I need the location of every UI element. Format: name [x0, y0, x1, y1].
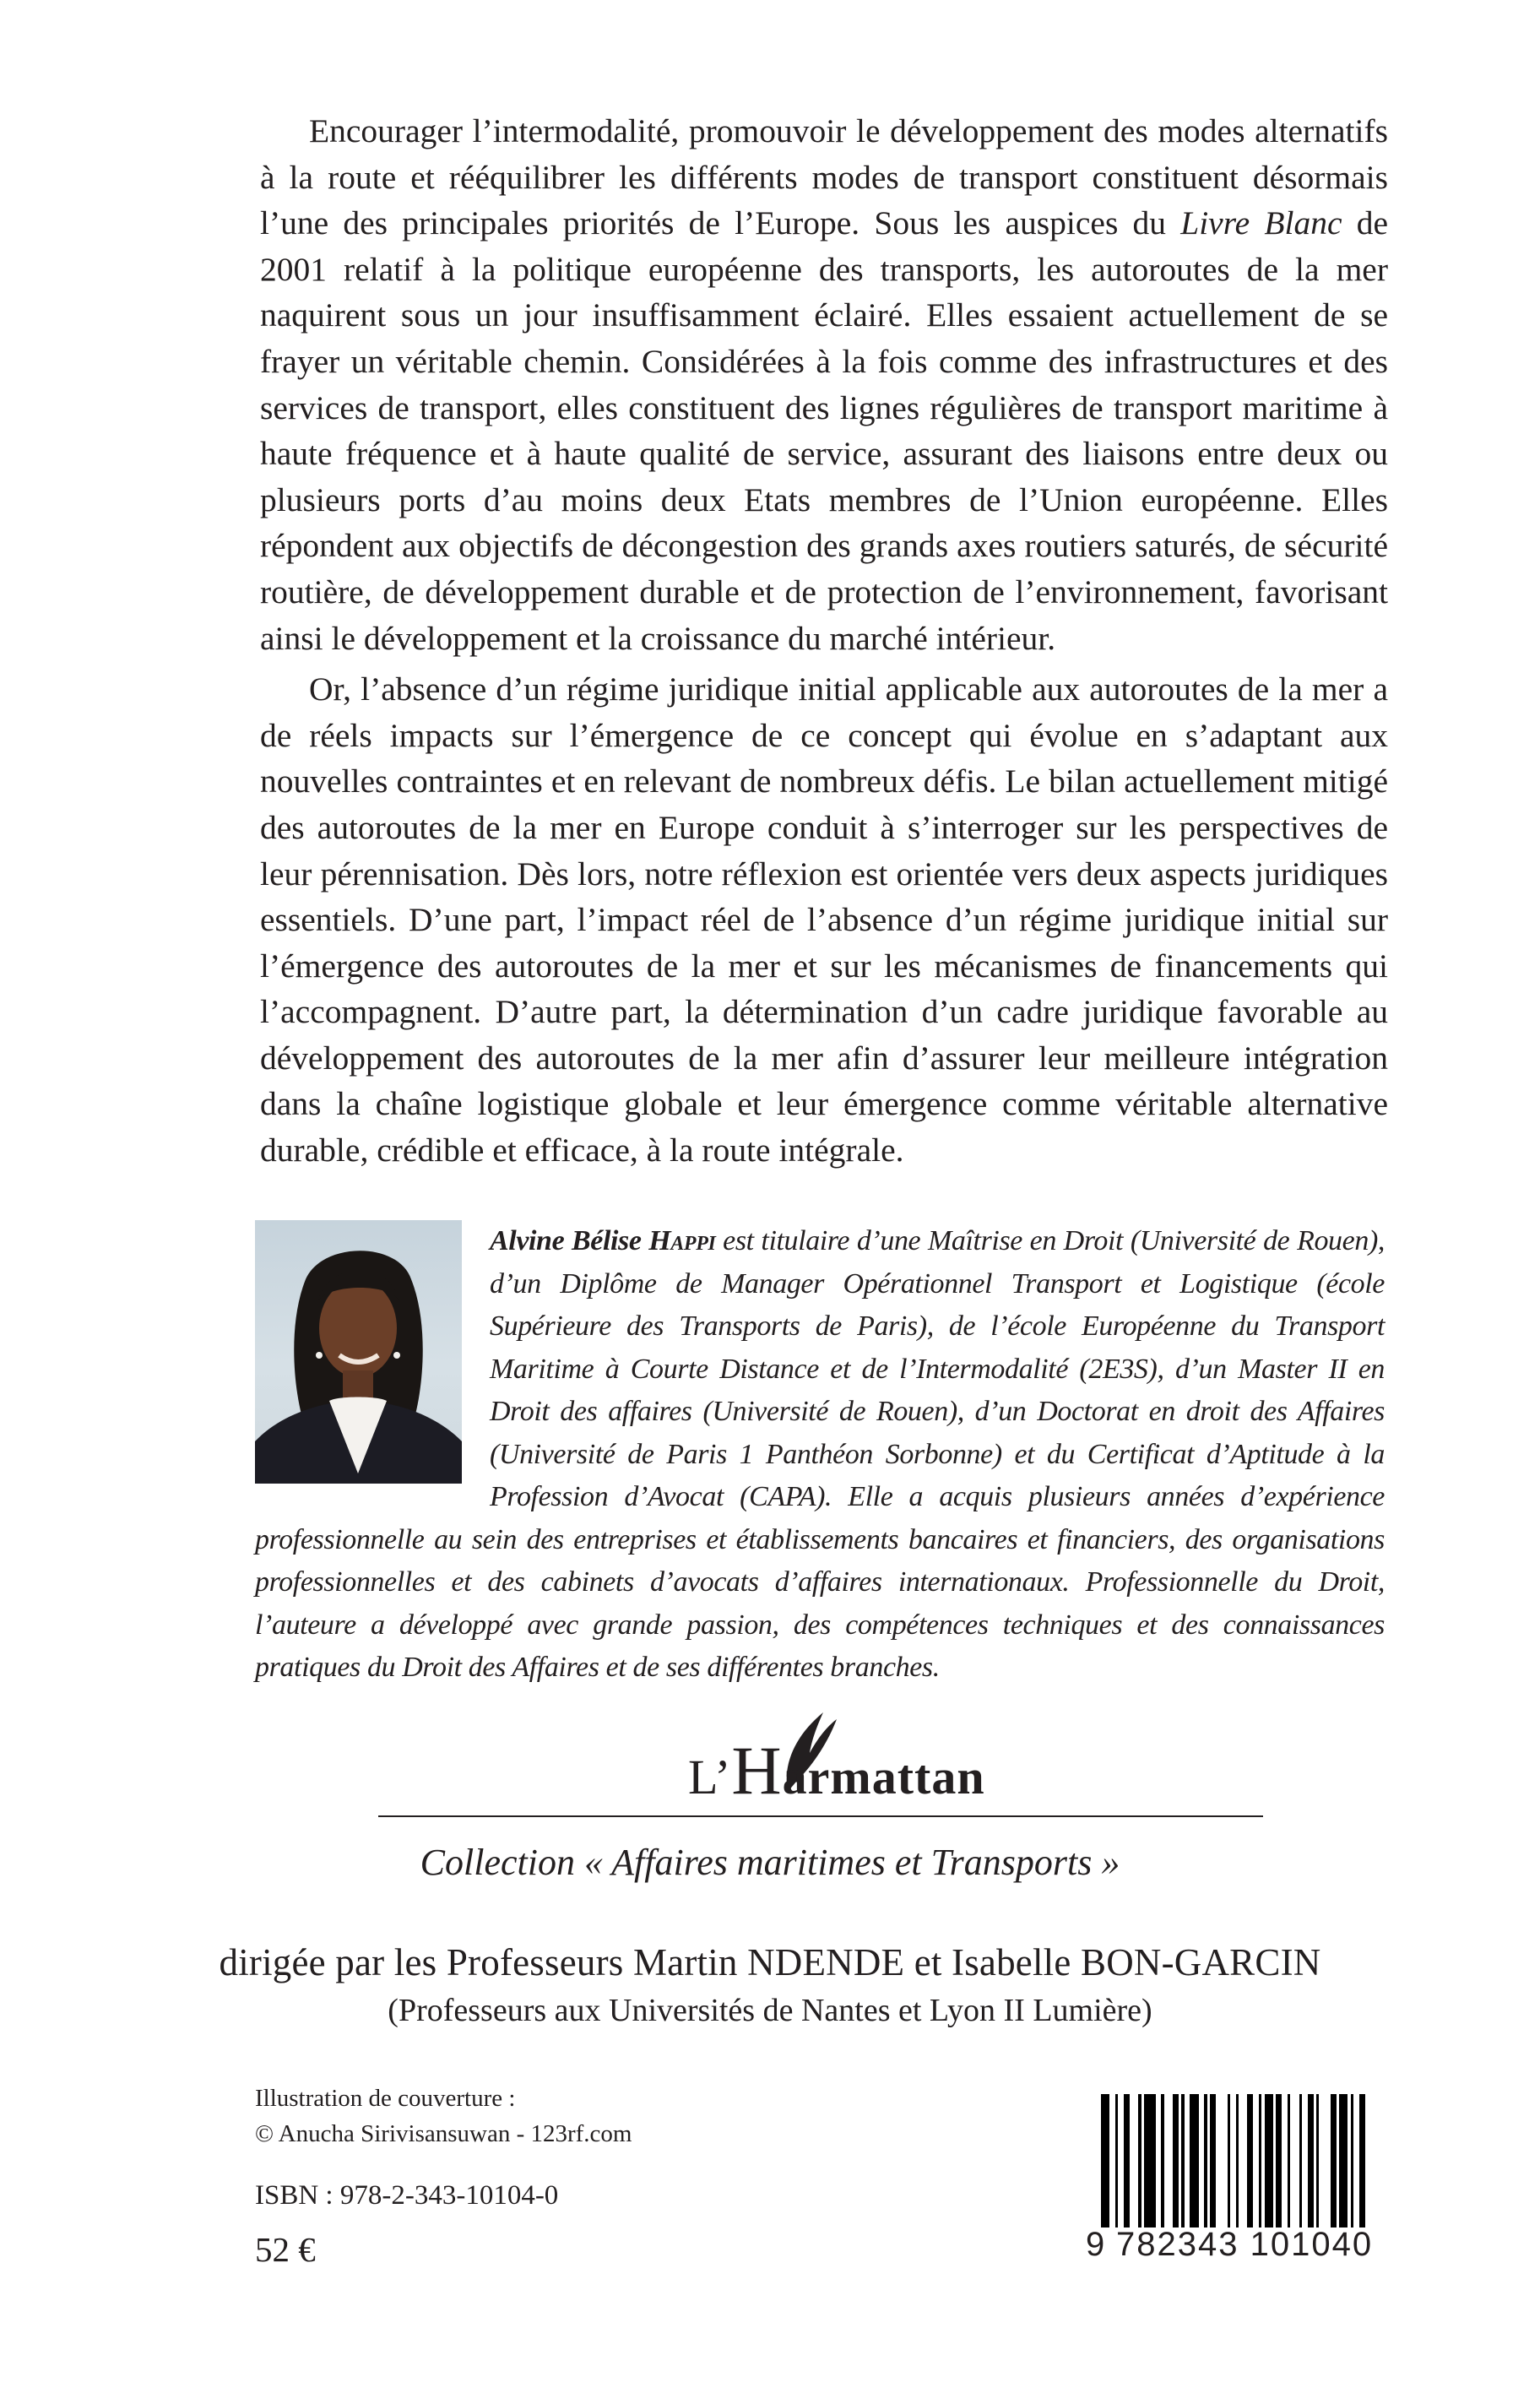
cover-credit	[255, 2081, 632, 2152]
author-name: Alvine Bélise Happi	[490, 1225, 716, 1256]
price: 52 €	[255, 2230, 316, 2269]
publisher-logo	[688, 1704, 985, 1809]
barcode-bar	[1288, 2094, 1290, 2227]
barcode-bar	[1115, 2094, 1118, 2227]
barcode-bar	[1351, 2094, 1353, 2227]
author-bio-text: est titulaire d’une Maîtrise en Droit (Université de Rouen), d’un Diplôme de Manager Opérationnel Transport et Logistique (école Supérieure des Transports de Paris), de l’école Européenne du Transport Maritime à Courte Distance et de l’Intermodalité (2E3S), d’un Master II en Droit des affaires (Université de Rouen), d’un Doctorat en droit des Affaires (Université de Paris 1 Panthéon Sorbonne) et du Certificat d’Aptitude à la Profession d’Avocat (CAPA). Elle a acquis plusieurs années d’expérience professionnelle au sein des entreprises et établissements bancaires et financiers, des organisations professionnelles et des cabinets d’avocats d’affaires internationaux. Professionnelle du Droit, l’auteure a développé avec grande passion, des compétences techniques et des connaissances pratiques du Droit des Affaires et de ses différentes branches.	[255, 1225, 1385, 1683]
barcode-bar	[1204, 2094, 1207, 2227]
barcode-bar	[1101, 2094, 1109, 2227]
author-biography	[255, 1220, 1385, 1690]
barcode-first-digit: 9	[1086, 2226, 1105, 2263]
barcode-bar	[1144, 2094, 1156, 2227]
barcode-bar	[1124, 2094, 1130, 2227]
barcode-digits: 782343 101040	[1116, 2226, 1374, 2263]
barcode-bar	[1339, 2094, 1348, 2227]
editors-affiliation: (Professeurs aux Universités de Nantes et Lyon II Lumière)	[388, 1993, 1152, 2028]
barcode-bar	[1299, 2094, 1302, 2227]
abstract-text: Encourager l’intermodalité, promouvoir le développement des modes alternatifs à la route et rééquilibrer les différents modes de transport constituent désormais l’une des principales priorités de l’Europe. Sous les auspices du	[260, 112, 1388, 242]
barcode-bar	[1181, 2094, 1184, 2227]
barcode-bar	[1161, 2094, 1163, 2227]
barcode-bar	[1359, 2094, 1365, 2227]
barcode-bar	[1210, 2094, 1216, 2227]
collection-title: Collection « Affaires maritimes et Transports »	[420, 1842, 1120, 1883]
barcode-bar	[1190, 2094, 1198, 2227]
barcode-bar	[1247, 2094, 1253, 2227]
barcode-bar	[1236, 2094, 1239, 2227]
barcode-bar	[1138, 2094, 1141, 2227]
barcode-bar	[1276, 2094, 1282, 2227]
abstract-text: de 2001 relatif à la politique européenne des transports, les autoroutes de la mer naquirent sous un jour insuffisamment éclairé. Elles essaient actuellement de se frayer un véritable chemin. Considérées à la fois comme des infrastructures et des services de transport, elles constituent des lignes régulières de transport maritime à haute fréquence et à haute qualité de service, assurant des liaisons entre deux ou plusieurs ports d’au moins deux Etats membres de l’Union européenne. Elles répondent aux objectifs de décongestion des grands axes routiers saturés, de sécurité routière, de développement durable et de protection de l’environnement, favorisant ainsi le développement et la croissance du marché intérieur.	[260, 204, 1388, 657]
barcode-bar	[1331, 2094, 1337, 2227]
photo-spacer	[255, 1220, 490, 1489]
back-cover-abstract	[260, 108, 1388, 1174]
barcode-bar	[1308, 2094, 1314, 2227]
barcode-bars	[1101, 2094, 1388, 2227]
barcode-bar	[1316, 2094, 1319, 2227]
barcode-bar	[1259, 2094, 1261, 2227]
isbn: ISBN : 978-2-343-10104-0	[255, 2180, 559, 2211]
barcode-bar	[1173, 2094, 1179, 2227]
abstract-paragraph-2: Or, l’absence d’un régime juridique initial applicable aux autoroutes de la mer a de réels impacts sur l’émergence de ce concept qui évolue en s’adaptant aux nouvelles contraintes et en relevant de nombreux défis. Le bilan actuellement mitigé des autoroutes de la mer en Europe conduit à s’interroger sur les perspectives de leur pérennisation. Dès lors, notre réflexion est orientée vers deux aspects juridiques essentiels. D’une part, l’impact réel de l’absence d’un régime juridique initial sur l’émergence des autoroutes de la mer et sur les mécanismes de financements qui l’accompagnent. D’autre part, la détermination d’un cadre juridique favorable au développement des autoroutes de la mer afin d’assurer leur meilleure intégration dans la chaîne logistique globale et leur émergence comme véritable alternative durable, crédible et efficace, à la route intégrale.	[260, 670, 1388, 1169]
barcode-bar	[1228, 2094, 1230, 2227]
publisher-name: L’Harmattan	[688, 1732, 985, 1809]
divider	[378, 1815, 1263, 1817]
barcode-bar	[1265, 2094, 1273, 2227]
cover-credit-label: Illustration de couverture :	[255, 2085, 516, 2112]
abstract-paragraph-1	[260, 108, 1388, 661]
author-surname: Happi	[648, 1225, 716, 1256]
livre-blanc-title: Livre Blanc	[1180, 204, 1342, 242]
barcode	[1086, 2094, 1390, 2268]
series-editors: dirigée par les Professeurs Martin NDENDE et Isabelle BON-GARCIN	[219, 1941, 1321, 1983]
cover-credit-value: © Anucha Sirivisansuwan - 123rf.com	[255, 2120, 632, 2147]
